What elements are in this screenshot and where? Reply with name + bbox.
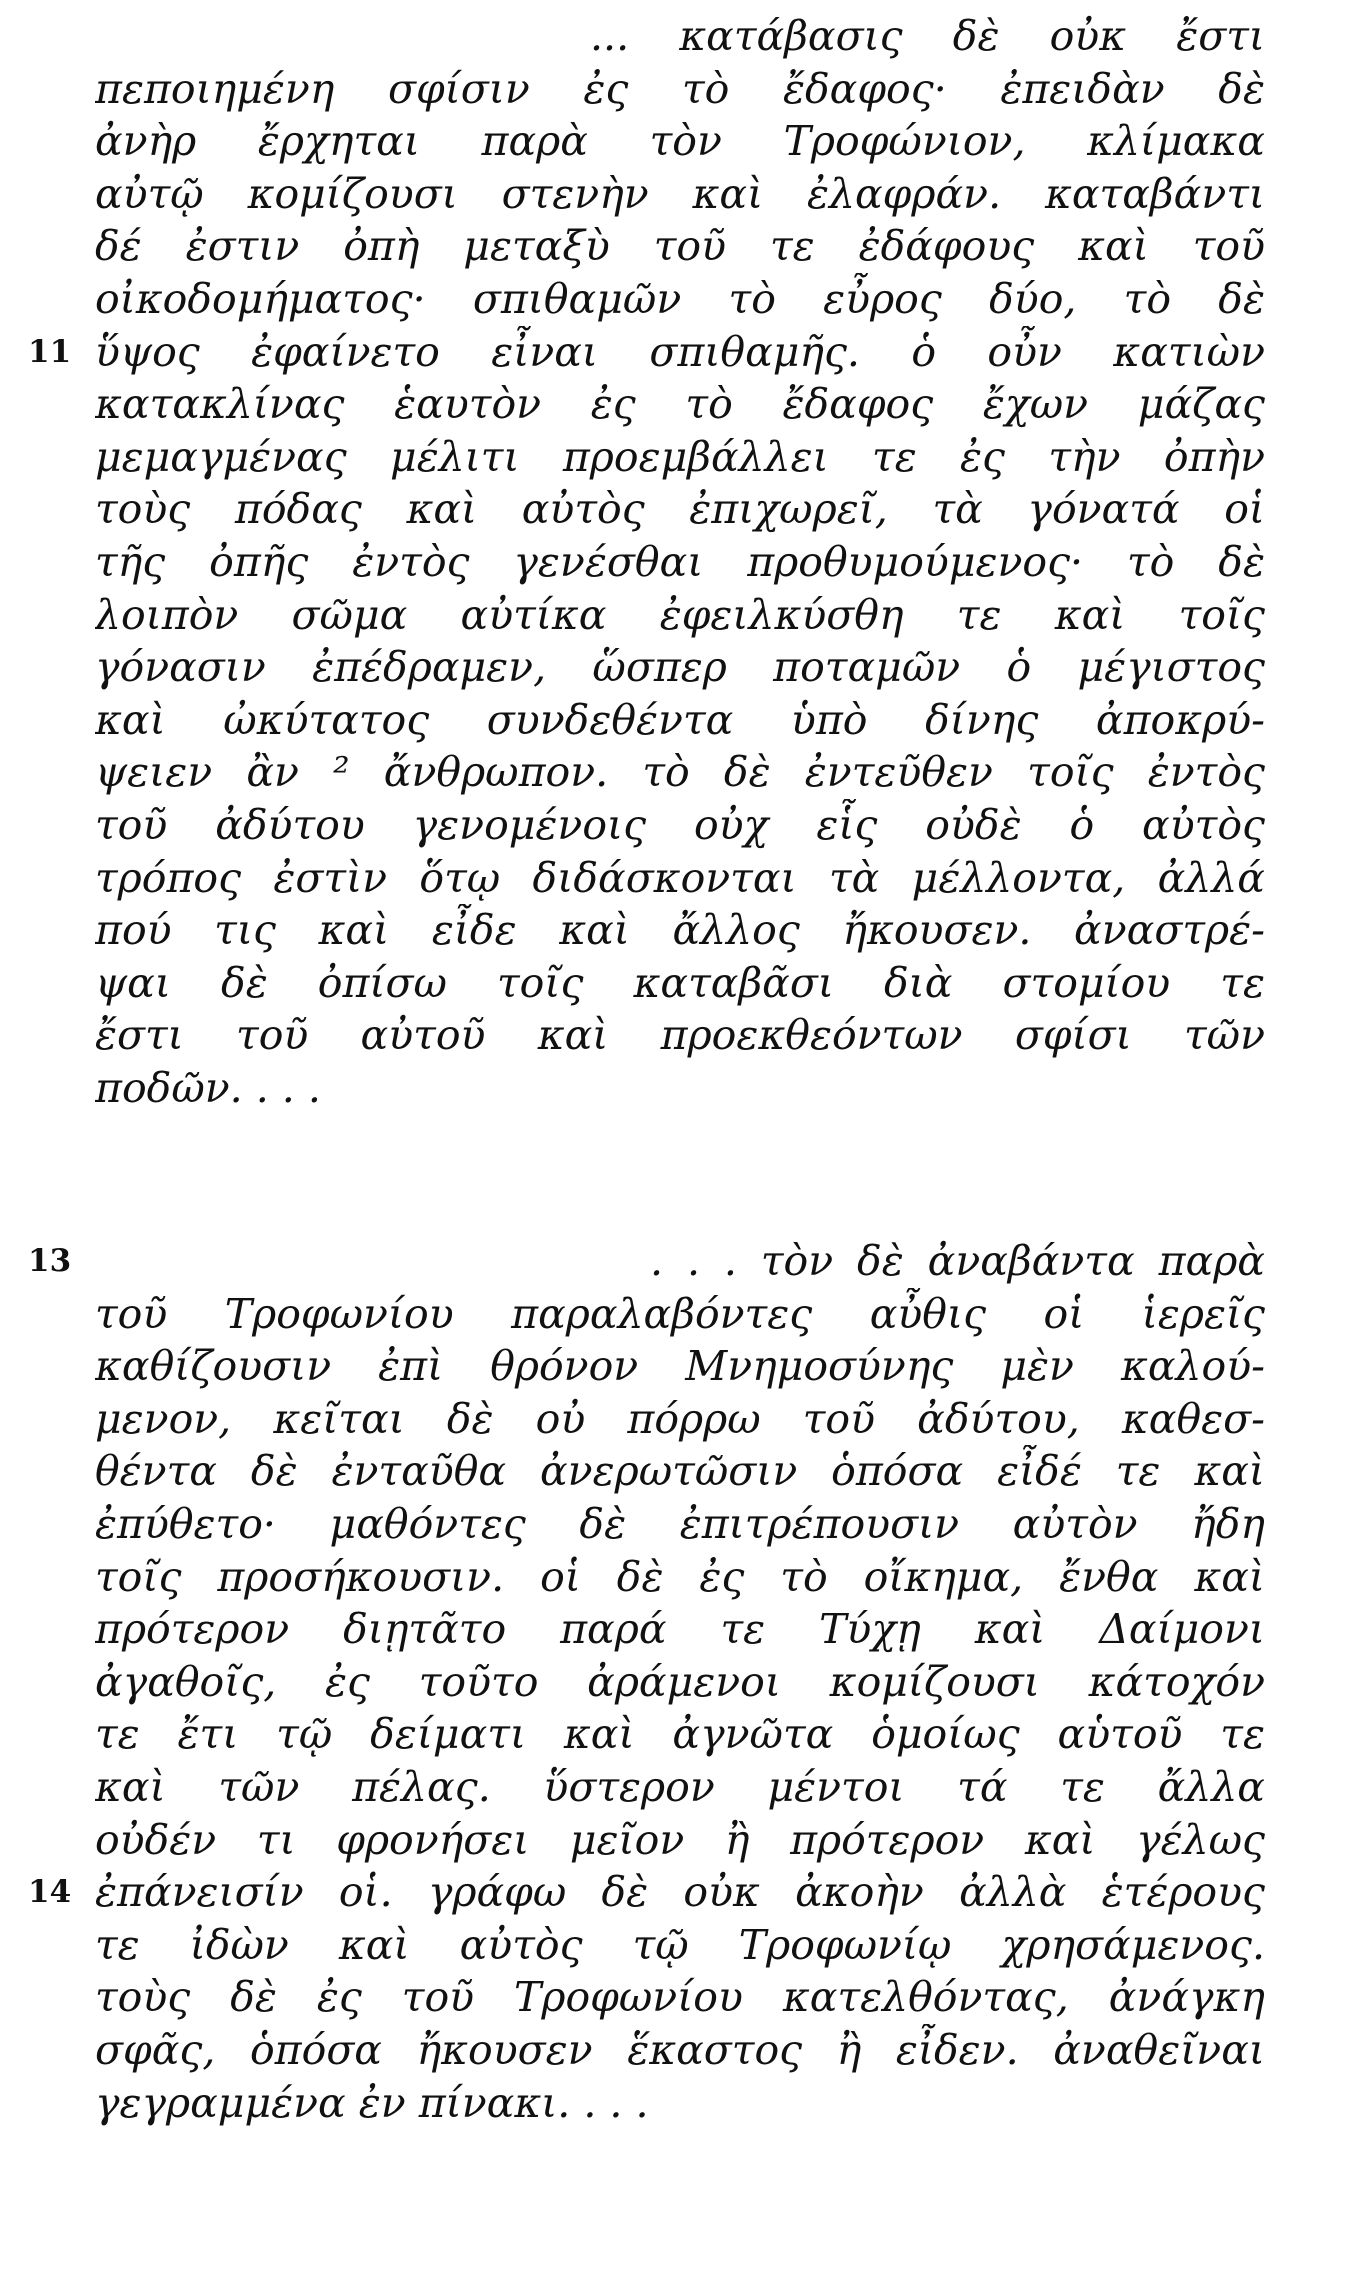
line-text: μενον, κεῖται δὲ οὐ πόρρω τοῦ ἀδύτου, καθεσ- [95,1394,1265,1443]
line-text: γόνασιν ἐπέδραμεν, ὥσπερ ποταμῶν ὁ μέγιστος [95,643,1265,692]
line-text: ἐπύθετο· μαθόντες δὲ ἐπιτρέπουσιν αὐτὸν ἤδη [95,1500,1265,1548]
text-line [0,1814,1351,1866]
line-text: ὕψος ἐφαίνετο εἶναι σπιθαμῆς. ὁ οὖν κατιὼν [95,327,1265,376]
text-line [0,957,1351,1009]
line-text: τοῖς προσήκουσιν. οἱ δὲ ἐς τὸ οἴκημα, ἔνθα καὶ [95,1552,1265,1601]
text-line [0,746,1351,798]
line-text: καὶ ὠκύτατος συνδεθέντα ὑπὸ δίνης ἀποκρύ- [95,695,1265,744]
line-text: τοῦ Τροφωνίου παραλαβόντες αὖθις οἱ ἱερεῖς [95,1289,1265,1338]
text-line [0,1551,1351,1603]
line-text: τε ἔτι τῷ δείματι καὶ ἀγνῶτα ὁμοίως αὑτοῦ τε [95,1710,1265,1759]
text-line [0,1498,1351,1550]
line-text: τοὺς πόδας καὶ αὐτὸς ἐπιχωρεῖ, τὰ γόνατά οἱ [95,485,1265,534]
line-text: πού τις καὶ εἶδε καὶ ἄλλος ἤκουσεν. ἀναστρέ- [95,906,1265,955]
text-line [0,904,1351,956]
line-text: τῆς ὀπῆς ἐντὸς γενέσθαι προθυμούμενος· τὸ δὲ [95,538,1265,586]
text-line [0,799,1351,851]
line-text: μεμαγμένας μέλιτι προεμβάλλει τε ἐς τὴν ὀπὴν [95,432,1265,481]
text-line [0,1062,1351,1114]
text-line [0,589,1351,641]
line-text: τοῦ ἀδύτου γενομένοις οὐχ εἷς οὐδὲ ὁ αὐτὸς [95,801,1265,849]
text-line [0,220,1351,272]
text-line [0,1445,1351,1497]
text-line [0,378,1351,430]
line-text: ψαι δὲ ὀπίσω τοῖς καταβᾶσι διὰ στομίου τε [95,958,1265,1007]
line-text: καὶ τῶν πέλας. ὕστερον μέντοι τά τε ἄλλα [95,1763,1265,1811]
text-line [0,1971,1351,2023]
line-text: ... κατάβασις δὲ οὐκ ἔστι [590,12,1265,60]
line-text: σφᾶς, ὁπόσα ἤκουσεν ἕκαστος ἢ εἶδεν. ἀναθεῖναι [95,2026,1265,2074]
text-line [0,326,1351,378]
text-line [0,1656,1351,1708]
text-line [0,694,1351,746]
line-text: τε ἰδὼν καὶ αὐτὸς τῷ Τροφωνίῳ χρησάμενος. [95,1920,1265,1969]
line-text: ἔστι τοῦ αὐτοῦ καὶ προεκθεόντων σφίσι τῶν [95,1011,1265,1060]
line-text: ψειεν ἂν ² ἄνθρωπον. τὸ δὲ ἐντεῦθεν τοῖς ἐντὸς [95,748,1265,797]
text-line [0,1708,1351,1760]
line-text: λοιπὸν σῶμα αὐτίκα ἐφειλκύσθη τε καὶ τοῖς [95,590,1265,639]
line-text: κατακλίνας ἑαυτὸν ἐς τὸ ἔδαφος ἔχων μάζας [95,380,1265,429]
text-line [0,168,1351,220]
text-line [0,1603,1351,1655]
text-line [0,1235,1351,1287]
text-line [0,1393,1351,1445]
text-line [0,852,1351,904]
line-text: ἐπάνεισίν οἱ. γράφω δὲ οὐκ ἀκοὴν ἀλλὰ ἑτέρους [95,1868,1265,1917]
line-text: γεγραμμένα ἐν πίνακι. . . . [95,2078,649,2127]
section-number: 14 [28,1874,72,1911]
line-text: οἰκοδομήματος· σπιθαμῶν τὸ εὖρος δύο, τὸ δὲ [95,275,1265,323]
line-text: ἀνὴρ ἔρχηται παρὰ τὸν Τροφώνιον, κλίμακα [95,117,1265,166]
text-line [0,63,1351,115]
line-text: πρότερον διῃτᾶτο παρά τε Τύχῃ καὶ Δαίμονι [95,1605,1265,1654]
text-line [0,483,1351,535]
line-text: οὐδέν τι φρονήσει μεῖον ἢ πρότερον καὶ γέλως [95,1815,1265,1864]
text-line [0,1866,1351,1918]
line-text: τοὺς δὲ ἐς τοῦ Τροφωνίου κατελθόντας, ἀνάγκη [95,1973,1265,2022]
section-number: 11 [28,333,72,370]
line-text: καθίζουσιν ἐπὶ θρόνον Μνημοσύνης μὲν καλού- [95,1342,1265,1391]
text-line [0,273,1351,325]
text-line [0,641,1351,693]
line-text: πεποιημένη σφίσιν ἐς τὸ ἔδαφος· ἐπειδὰν δὲ [95,64,1265,113]
line-text: ἀγαθοῖς, ἐς τοῦτο ἀράμενοι κομίζουσι κάτοχόν [95,1657,1265,1706]
line-text: δέ ἐστιν ὀπὴ μεταξὺ τοῦ τε ἐδάφους καὶ τοῦ [95,222,1265,271]
line-text: ποδῶν. . . . [95,1064,321,1112]
text-line [0,10,1351,62]
line-text: τρόπος ἐστὶν ὅτῳ διδάσκονται τὰ μέλλοντα, ἀλλά [95,853,1265,902]
text-line [0,1340,1351,1392]
text-line [0,1009,1351,1061]
text-line [0,536,1351,588]
text-line [0,1288,1351,1340]
section-number: 13 [28,1243,72,1279]
text-line [0,431,1351,483]
text-line [0,1919,1351,1971]
line-text: . . . τὸν δὲ ἀναβάντα παρὰ [650,1237,1265,1285]
text-line [0,2024,1351,2076]
line-text: θέντα δὲ ἐνταῦθα ἀνερωτῶσιν ὁπόσα εἶδέ τε καὶ [95,1447,1265,1496]
text-line [0,2077,1351,2129]
line-text: αὐτῷ κομίζουσι στενὴν καὶ ἐλαφράν. καταβάντι [95,169,1265,218]
text-line [0,115,1351,167]
text-line [0,1761,1351,1813]
